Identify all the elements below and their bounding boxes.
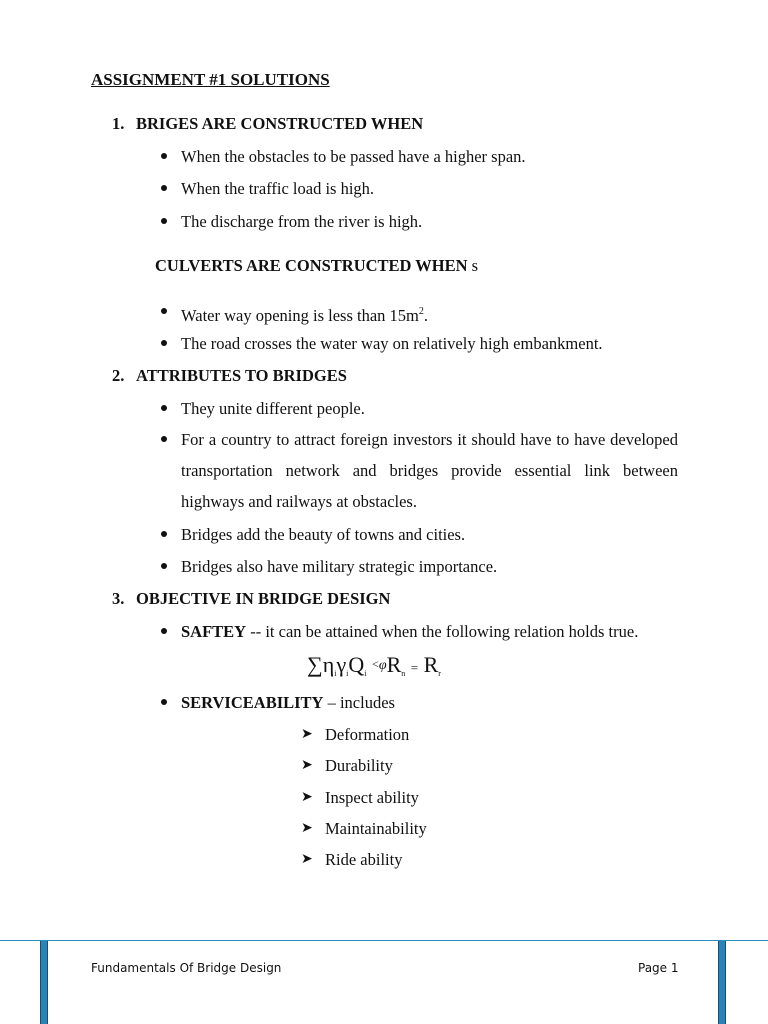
equals-symbol: =: [410, 660, 419, 675]
section-3-heading: [112, 589, 390, 609]
arrow-list-item: [301, 782, 419, 813]
arrow-list-item: [301, 719, 410, 750]
phi-symbol: φ: [378, 658, 387, 673]
list-item-serviceability: [181, 687, 678, 718]
arrow-bullet-icon: ➤: [301, 758, 313, 773]
r-symbol: R: [423, 652, 439, 677]
subscript: n: [401, 669, 406, 678]
subscript: r: [438, 669, 441, 678]
arrow-list-text: Ride ability: [325, 850, 403, 869]
less-than-symbol: <: [372, 657, 379, 671]
arrow-list-text: Durability: [325, 756, 393, 775]
gamma-symbol: γ: [336, 652, 347, 677]
subheading-tail: s: [471, 256, 479, 275]
q-symbol: Q: [348, 652, 365, 677]
section-heading-text: OBJECTIVE IN BRIDGE DESIGN: [136, 589, 391, 608]
subscript: i: [364, 669, 367, 678]
footer-left-bar: [40, 941, 48, 1024]
list-item: The discharge from the river is high.: [181, 206, 678, 237]
arrow-list-text: Deformation: [325, 725, 410, 744]
list-item: [181, 296, 678, 331]
document-title: ASSIGNMENT #1 SOLUTIONS: [91, 70, 330, 89]
r-symbol: R: [386, 652, 402, 677]
arrow-bullet-icon: ➤: [301, 821, 313, 836]
list-item: Bridges add the beauty of towns and cities.: [181, 519, 678, 550]
section-2-heading: [112, 366, 347, 386]
safety-text: -- it can be attained when the following relation holds true.: [246, 622, 639, 641]
safety-label: SAFTEY: [181, 622, 247, 641]
sum-symbol: ∑: [307, 652, 323, 677]
subheading-text: CULVERTS ARE CONSTRUCTED WHEN: [155, 256, 468, 275]
arrow-list-item: [301, 750, 393, 781]
arrow-list-text: Maintainability: [325, 819, 427, 838]
list-item: Bridges also have military strategic importance.: [181, 551, 678, 582]
footer-divider: [0, 940, 768, 941]
footer-right-bar: [718, 941, 726, 1024]
footer-title: Fundamentals Of Bridge Design: [91, 961, 282, 975]
arrow-bullet-icon: ➤: [301, 727, 313, 742]
list-item: The road crosses the water way on relatively high embankment.: [181, 328, 678, 359]
list-item-safety: [181, 616, 678, 647]
culverts-subheading: [155, 256, 478, 276]
section-heading-text: BRIGES ARE CONSTRUCTED WHEN: [136, 114, 424, 133]
section-1-heading: [112, 114, 423, 134]
list-item: When the traffic load is high.: [181, 173, 678, 204]
list-item-tail: .: [423, 306, 428, 325]
subscript: i: [334, 669, 337, 678]
list-item: They unite different people.: [181, 393, 678, 424]
subscript: i: [346, 669, 349, 678]
section-number: 2.: [112, 366, 125, 385]
section-heading-text: ATTRIBUTES TO BRIDGES: [136, 366, 347, 385]
section-number: 1.: [112, 114, 125, 133]
arrow-list-item: [301, 844, 403, 875]
arrow-list-item: [301, 813, 427, 844]
list-item: For a country to attract foreign investors it should have to have developed transportation network and bridges provide essential link between highways and railways at obstacles.: [181, 424, 678, 517]
serviceability-text: – includes: [323, 693, 395, 712]
list-item-text: Water way opening is less than 15m: [181, 306, 419, 325]
eta-symbol: η: [322, 652, 335, 677]
list-item: When the obstacles to be passed have a higher span.: [181, 141, 678, 172]
serviceability-label: SERVICEABILITY: [181, 693, 324, 712]
safety-formula: [307, 652, 441, 678]
arrow-list-text: Inspect ability: [325, 788, 419, 807]
footer-page-number: Page 1: [638, 961, 679, 975]
section-number: 3.: [112, 589, 125, 608]
arrow-bullet-icon: ➤: [301, 790, 313, 805]
superscript: 2: [418, 306, 424, 317]
arrow-bullet-icon: ➤: [301, 852, 313, 867]
